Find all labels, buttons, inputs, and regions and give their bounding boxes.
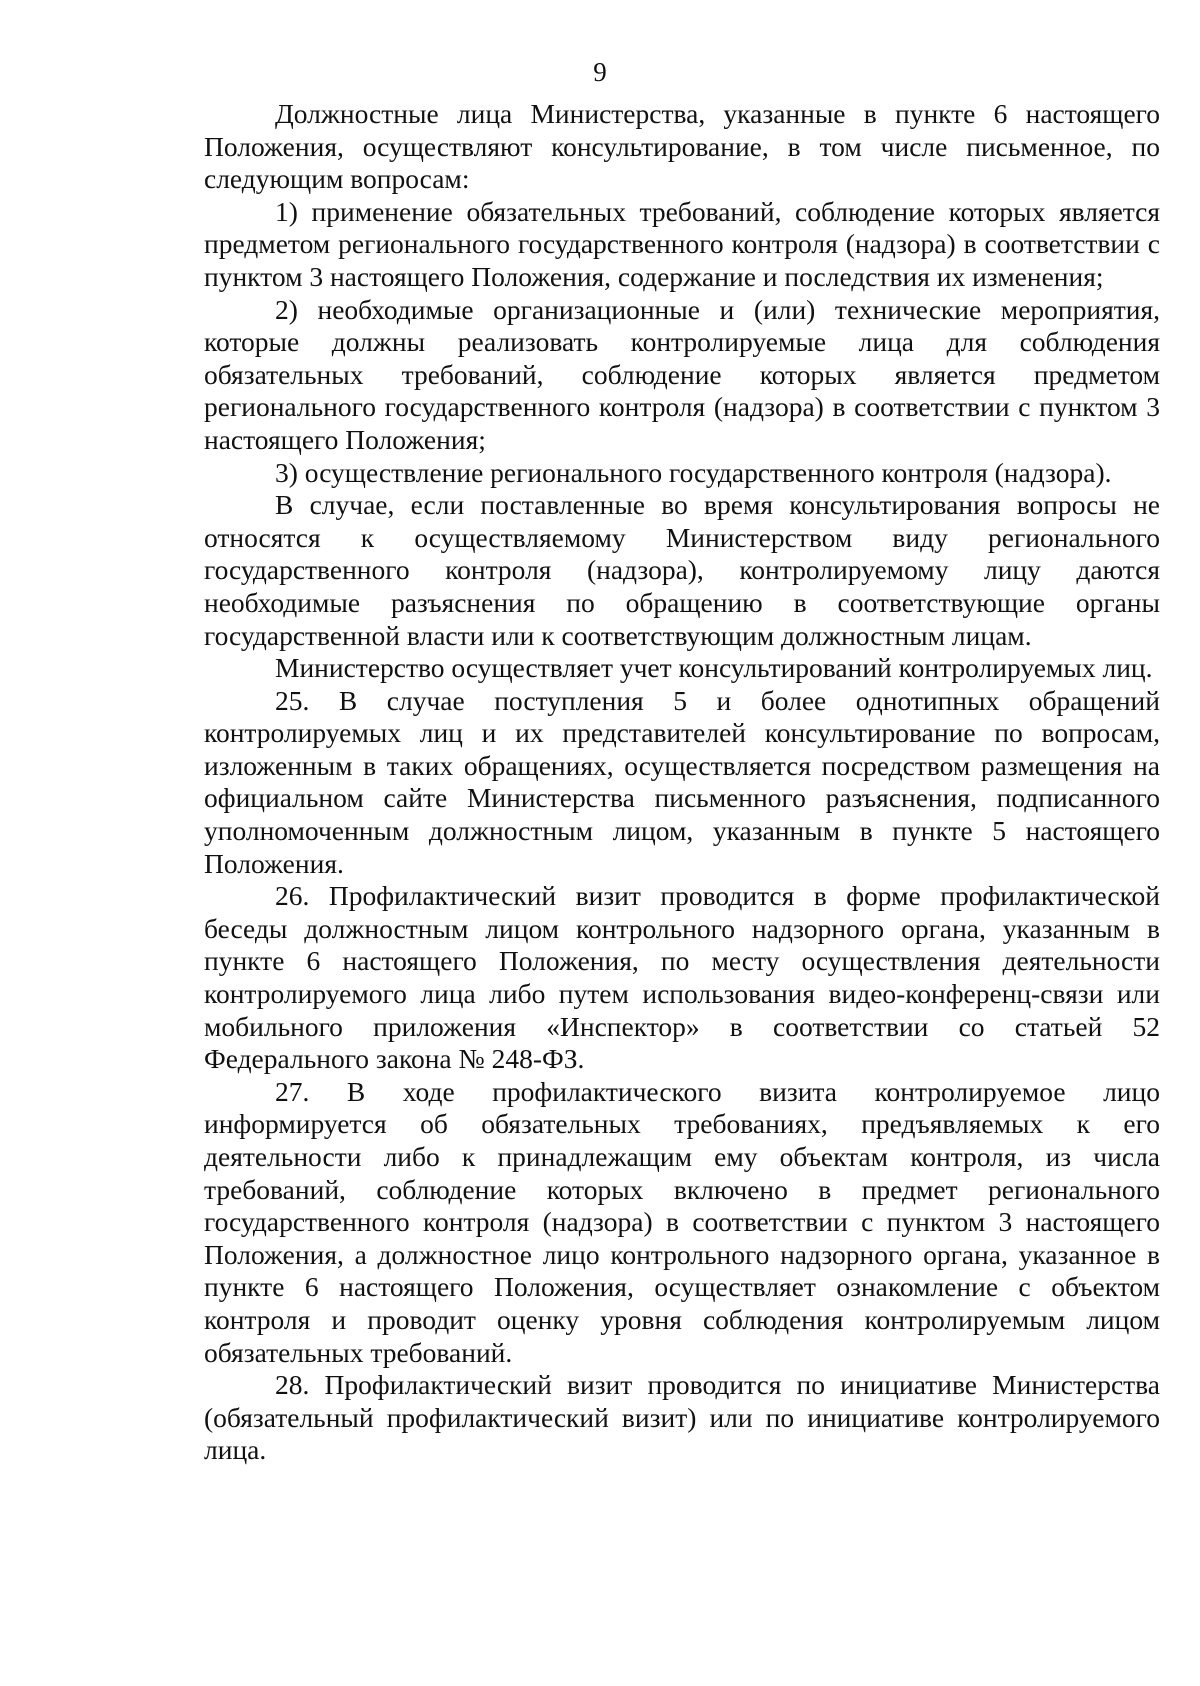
paragraph-consultation-intro: Должностные лица Министерства, указанные в пункте 6 настоящего Положения, осуществляют консультирование, в том числе письменное, по следующим вопросам: [204,98,1160,195]
paragraph-consultation-records: Министерство осуществляет учет консультирований контролируемых лиц. [275,652,1153,684]
paragraph-clause-28: 28. Профилактический визит проводится по инициативе Министерства (обязательный профилактический визит) или по инициативе контролируемого лица. [204,1369,1160,1466]
page-number: 9 [593,57,607,87]
paragraph-item-3: 3) осуществление регионального государственного контроля (надзора). [275,456,1112,488]
paragraph-clause-26: 26. Профилактический визит проводится в форме профилактической беседы должностным лицом контрольного надзорного органа, указанным в пункте 6 настоящего Положения, по месту осуществления деятельности контролируемого лица либо путем использования видео-конференц-связи или мобильного приложения «Инспектор» в соответствии со статьей 52 Федерального закона № 248-ФЗ. [204,880,1160,1075]
paragraph-out-of-scope: В случае, если поставленные во время консультирования вопросы не относятся к осуществляемому Министерством виду регионального государственного контроля (надзора), контролируемому лицу даются необходимые разъяснения по обращению в соответствующие органы государственной власти или к соответствующим должностным лицам. [204,489,1160,651]
paragraph-clause-27: 27. В ходе профилактического визита контролируемое лицо информируется об обязательных требованиях, предъявляемых к его деятельности либо к принадлежащим ему объектам контроля, из числа требований, соблюдение которых включено в предмет регионального государственного контроля (надзора) в соответствии с пунктом 3 настоящего Положения, а должностное лицо контрольного надзорного органа, указанное в пункте 6 настоящего Положения, осуществляет ознакомление с объектом контроля и проводит оценку уровня соблюдения контролируемым лицом обязательных требований. [204,1075,1160,1368]
document-body [204,98,1160,1467]
paragraph-item-1: 1) применение обязательных требований, соблюдение которых является предметом регионального государственного контроля (надзора) в соответствии с пунктом 3 настоящего Положения, содержание и последствия их изменения; [204,195,1160,292]
paragraph-item-2: 2) необходимые организационные и (или) технические мероприятия, которые должны реализовать контролируемые лица для соблюдения обязательных требований, соблюдение которых является предметом регионального государственного контроля (надзора) в соответствии с пунктом 3 настоящего Положения; [204,293,1160,455]
paragraph-clause-25: 25. В случае поступления 5 и более однотипных обращений контролируемых лиц и их представителей консультирование по вопросам, изложенным в таких обращениях, осуществляется посредством размещения на официальном сайте Министерства письменного разъяснения, подписанного уполномоченным должностным лицом, указанным в пункте 5 настоящего Положения. [204,684,1160,879]
